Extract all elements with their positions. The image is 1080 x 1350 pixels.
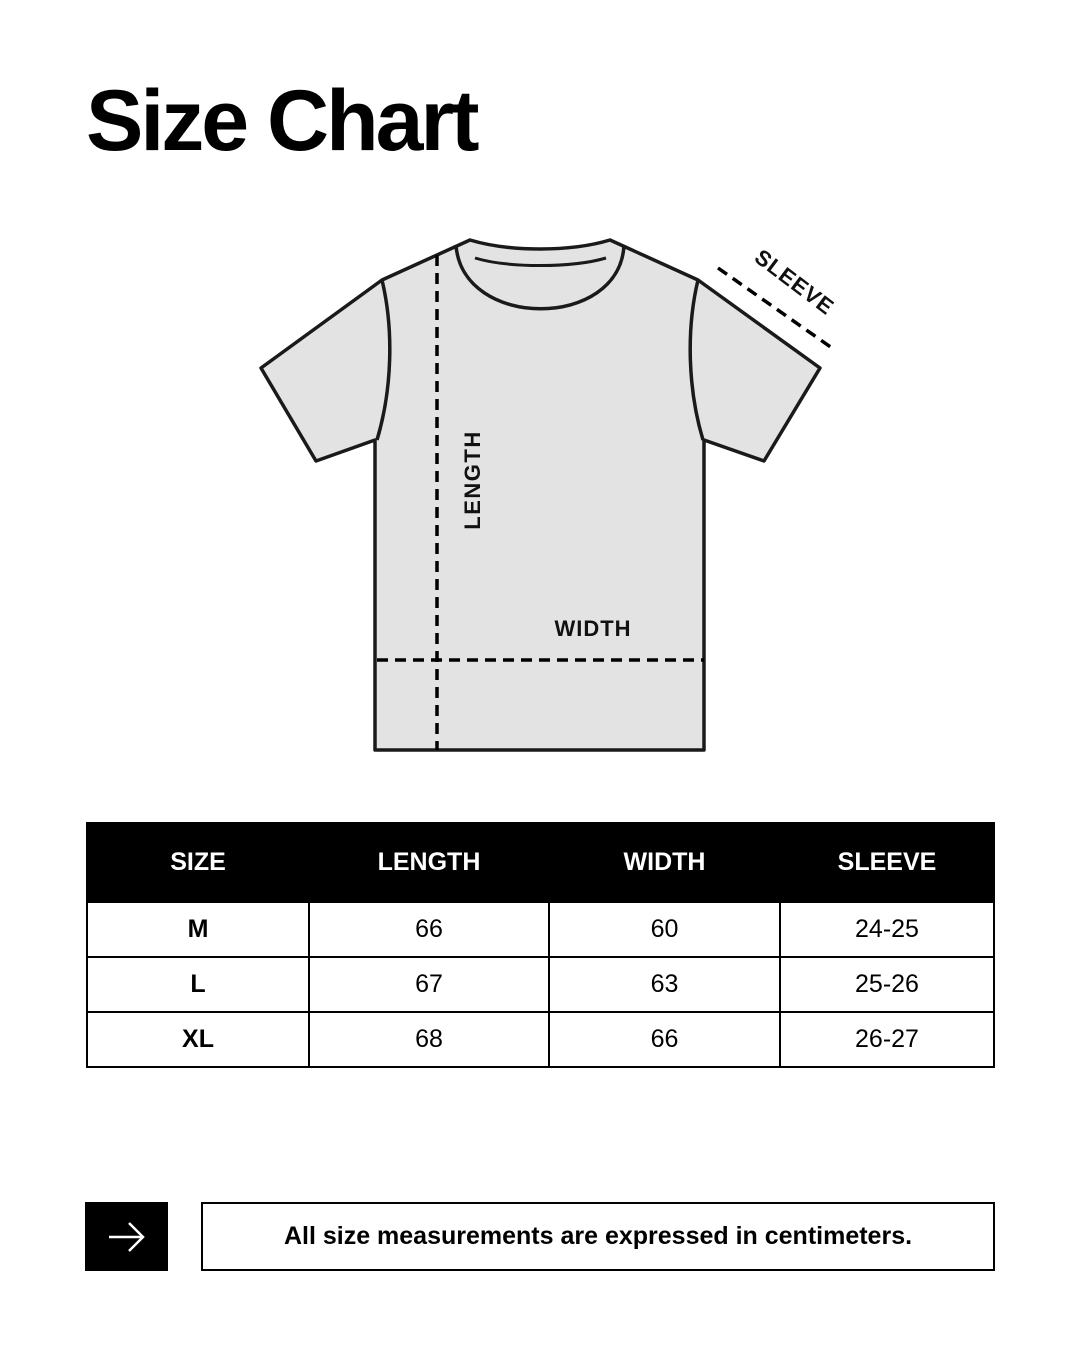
sleeve-cell: 24-25: [780, 902, 994, 957]
table-row: [87, 902, 994, 957]
length-label: LENGTH: [460, 430, 485, 530]
measurement-note-text: All size measurements are expressed in centimeters.: [283, 1222, 913, 1250]
sleeve-cell: 26-27: [780, 1012, 994, 1067]
size-cell: L: [87, 957, 309, 1012]
measurement-note: [201, 1202, 995, 1271]
width-label: WIDTH: [554, 616, 632, 641]
size-cell: XL: [87, 1012, 309, 1067]
width-cell: 63: [549, 957, 780, 1012]
header-size: SIZE: [87, 823, 309, 902]
table-row: [87, 1012, 994, 1067]
size-cell: M: [87, 902, 309, 957]
length-cell: 67: [309, 957, 549, 1012]
length-cell: 68: [309, 1012, 549, 1067]
width-cell: 60: [549, 902, 780, 957]
table-row: [87, 957, 994, 1012]
length-cell: 66: [309, 902, 549, 957]
sleeve-label: SLEEVE: [749, 244, 840, 320]
header-width: WIDTH: [549, 823, 780, 902]
header-length: LENGTH: [309, 823, 549, 902]
tshirt-outline: [261, 240, 820, 750]
page-title: Size Chart: [86, 73, 477, 169]
sleeve-cell: 25-26: [780, 957, 994, 1012]
arrow-right-icon: [85, 1202, 168, 1271]
header-sleeve: SLEEVE: [780, 823, 994, 902]
width-cell: 66: [549, 1012, 780, 1067]
size-table: [86, 822, 995, 1068]
table-header-row: [87, 823, 994, 902]
